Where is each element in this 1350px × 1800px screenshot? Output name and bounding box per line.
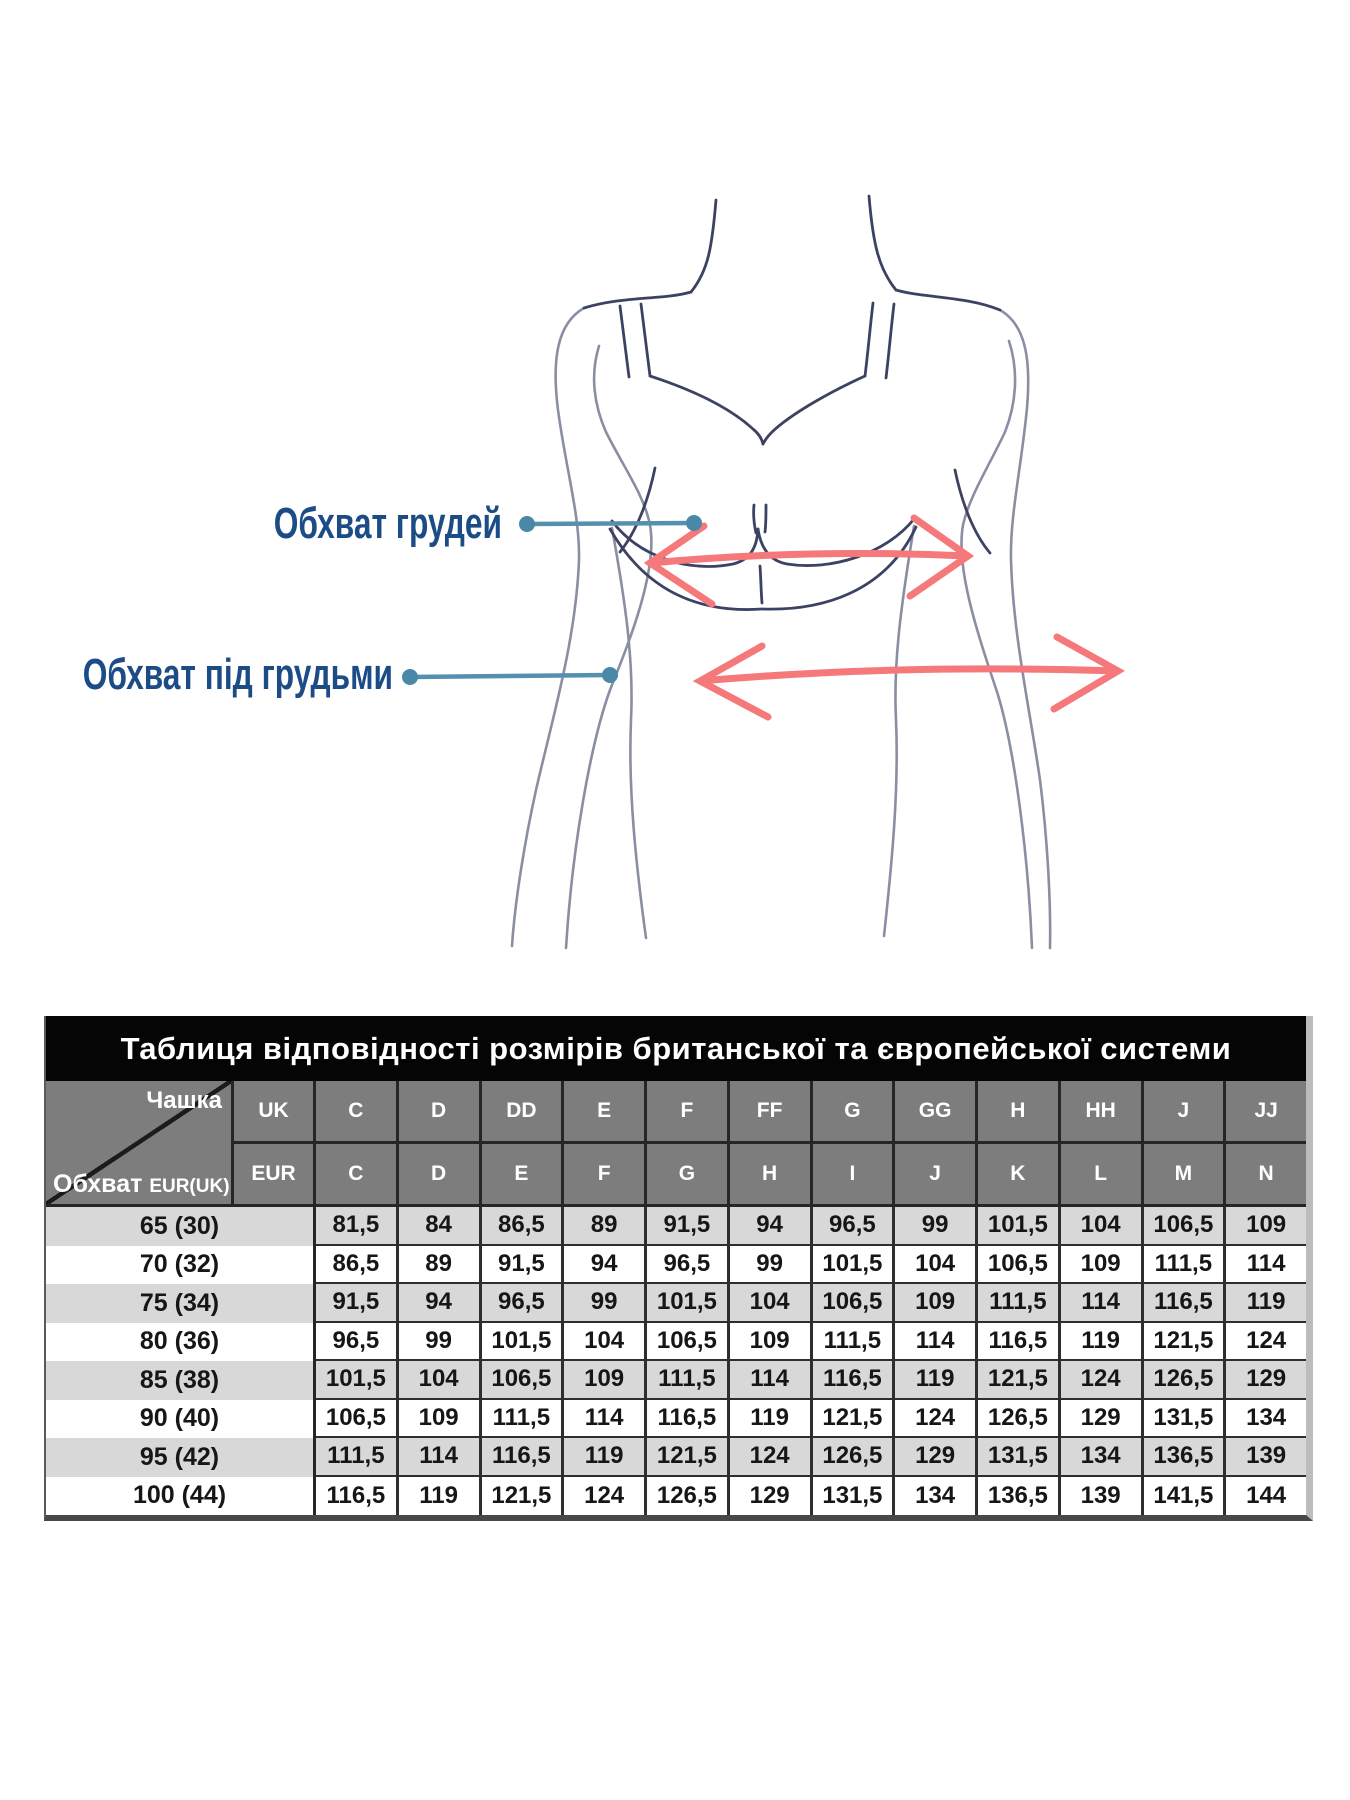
left-breast-crease <box>620 468 655 552</box>
corner-label-girth <box>53 1170 230 1199</box>
corner-cell <box>46 1081 234 1204</box>
value-cell: 121,5 <box>978 1361 1061 1400</box>
value-cell: 114 <box>564 1400 647 1439</box>
value-cell: 119 <box>1061 1323 1144 1362</box>
value-cell: 119 <box>399 1477 482 1516</box>
value-cell: 124 <box>1061 1361 1144 1400</box>
bust-leader-dot-right <box>686 515 702 531</box>
value-cell: 89 <box>564 1207 647 1246</box>
left-arm-outer-line <box>512 308 584 946</box>
table-row <box>46 1361 1306 1400</box>
eur-cup-header-cell: L <box>1061 1144 1144 1204</box>
row-size-cell: 95 (42) <box>46 1438 316 1477</box>
value-cell: 109 <box>399 1400 482 1439</box>
value-cell: 104 <box>564 1323 647 1362</box>
value-cell: 106,5 <box>647 1323 730 1362</box>
table-row <box>46 1438 1306 1477</box>
left-arm-inner-line <box>566 346 651 948</box>
value-cell: 116,5 <box>647 1400 730 1439</box>
value-cell: 99 <box>730 1246 813 1285</box>
value-cell: 116,5 <box>316 1477 399 1516</box>
value-cell: 106,5 <box>978 1246 1061 1285</box>
bust-leader-dot-left <box>519 516 535 532</box>
value-cell: 116,5 <box>978 1323 1061 1362</box>
value-cell: 94 <box>399 1284 482 1323</box>
value-cell: 111,5 <box>482 1400 565 1439</box>
eur-cup-header-cell: G <box>647 1144 730 1204</box>
value-cell: 129 <box>730 1477 813 1516</box>
value-cell: 109 <box>564 1361 647 1400</box>
value-cell: 126,5 <box>647 1477 730 1516</box>
value-cell: 131,5 <box>978 1438 1061 1477</box>
value-cell: 131,5 <box>813 1477 896 1516</box>
value-cell: 126,5 <box>978 1400 1061 1439</box>
value-cell: 124 <box>730 1438 813 1477</box>
value-cell: 109 <box>1226 1207 1306 1246</box>
value-cell: 134 <box>1226 1400 1306 1439</box>
value-cell: 96,5 <box>647 1246 730 1285</box>
value-cell: 109 <box>1061 1246 1144 1285</box>
uk-cup-header-cell: JJ <box>1226 1081 1306 1141</box>
value-cell: 104 <box>730 1284 813 1323</box>
value-cell: 104 <box>1061 1207 1144 1246</box>
value-cell: 114 <box>895 1323 978 1362</box>
value-cell: 91,5 <box>647 1207 730 1246</box>
value-cell: 129 <box>1061 1400 1144 1439</box>
corner-label-cup: Чашка <box>146 1087 222 1114</box>
value-cell: 91,5 <box>316 1284 399 1323</box>
row-size-cell: 85 (38) <box>46 1361 316 1400</box>
uk-cup-header-cell: H <box>978 1081 1061 1141</box>
table-row <box>46 1477 1306 1516</box>
eur-cup-header-cell: E <box>482 1144 565 1204</box>
value-cell: 109 <box>730 1323 813 1362</box>
right-cup-top-edge <box>763 376 865 444</box>
value-cell: 101,5 <box>813 1246 896 1285</box>
right-strap <box>865 303 894 378</box>
value-cell: 86,5 <box>316 1246 399 1285</box>
value-cell: 134 <box>1061 1438 1144 1477</box>
value-cell: 106,5 <box>316 1400 399 1439</box>
uk-cup-header-cell: J <box>1144 1081 1227 1141</box>
table-row <box>46 1400 1306 1439</box>
underbust-label: Обхват під грудьми <box>82 650 393 699</box>
eur-cup-row <box>234 1144 1306 1204</box>
bust-label: Обхват грудей <box>273 499 502 548</box>
value-cell: 96,5 <box>316 1323 399 1362</box>
value-cell: 141,5 <box>1144 1477 1227 1516</box>
uk-cup-header-cell: F <box>647 1081 730 1141</box>
measurement-arrows <box>650 518 1118 717</box>
table-row <box>46 1323 1306 1362</box>
value-cell: 139 <box>1226 1438 1306 1477</box>
eur-cup-header-cell: F <box>564 1144 647 1204</box>
eur-cup-header-cell: N <box>1226 1144 1306 1204</box>
value-cell: 109 <box>895 1284 978 1323</box>
value-cell: 111,5 <box>978 1284 1061 1323</box>
value-cell: 119 <box>564 1438 647 1477</box>
table-row <box>46 1284 1306 1323</box>
value-cell: 84 <box>399 1207 482 1246</box>
table-header <box>46 1081 1306 1207</box>
value-cell: 121,5 <box>1144 1323 1227 1362</box>
value-cell: 116,5 <box>482 1438 565 1477</box>
value-cell: 96,5 <box>482 1284 565 1323</box>
left-torso-line <box>612 528 646 938</box>
value-cell: 94 <box>730 1207 813 1246</box>
value-cell: 131,5 <box>1144 1400 1227 1439</box>
corner-label-girth-main: Обхват <box>53 1170 143 1198</box>
value-cell: 129 <box>895 1438 978 1477</box>
value-cell: 124 <box>564 1477 647 1516</box>
uk-cup-header-cell: HH <box>1061 1081 1144 1141</box>
underbust-leader-line <box>410 675 610 677</box>
value-cell: 124 <box>895 1400 978 1439</box>
value-cell: 99 <box>564 1284 647 1323</box>
corner-label-girth-sub: EUR(UK) <box>149 1176 230 1197</box>
right-neck-line <box>869 196 896 290</box>
right-cup-bottom-edge <box>758 519 914 566</box>
value-cell: 136,5 <box>1144 1438 1227 1477</box>
row-size-cell: 65 (30) <box>46 1207 316 1246</box>
value-cell: 114 <box>1061 1284 1144 1323</box>
value-cell: 124 <box>1226 1323 1306 1362</box>
value-cell: 101,5 <box>978 1207 1061 1246</box>
value-cell: 106,5 <box>482 1361 565 1400</box>
row-size-cell: 90 (40) <box>46 1400 316 1439</box>
value-cell: 96,5 <box>813 1207 896 1246</box>
uk-cup-header-cell: C <box>316 1081 399 1141</box>
uk-cup-header-cell: GG <box>895 1081 978 1141</box>
value-cell: 126,5 <box>813 1438 896 1477</box>
table-title: Таблиця відповідності розмірів британської та європейської системи <box>46 1016 1306 1081</box>
value-cell: 86,5 <box>482 1207 565 1246</box>
value-cell: 111,5 <box>647 1361 730 1400</box>
row-size-cell: 100 (44) <box>46 1477 316 1516</box>
underbust-leader-dot-right <box>602 667 618 683</box>
eur-cup-header-cell: J <box>895 1144 978 1204</box>
size-table <box>44 1016 1313 1521</box>
right-shoulder-line <box>896 290 1000 310</box>
right-arm-inner-line <box>961 341 1032 948</box>
eur-cup-header-cell: K <box>978 1144 1061 1204</box>
value-cell: 121,5 <box>813 1400 896 1439</box>
value-cell: 104 <box>399 1361 482 1400</box>
body-outline <box>512 308 1050 948</box>
value-cell: 101,5 <box>647 1284 730 1323</box>
uk-cup-header-cell: FF <box>730 1081 813 1141</box>
value-cell: 114 <box>1226 1246 1306 1285</box>
value-cell: 111,5 <box>316 1438 399 1477</box>
value-cell: 106,5 <box>1144 1207 1227 1246</box>
eur-cup-header-cell: C <box>316 1144 399 1204</box>
value-cell: 144 <box>1246 1481 1287 1509</box>
eur-cup-header-cell: I <box>813 1144 896 1204</box>
underbust-arrow-shaft <box>700 669 1118 681</box>
uk-cup-row <box>234 1081 1306 1144</box>
value-cell: 101,5 <box>482 1323 565 1362</box>
bust-arrow-shaft <box>650 553 968 563</box>
left-neck-line <box>691 200 716 292</box>
value-cell: 91,5 <box>482 1246 565 1285</box>
value-cell: 126,5 <box>1144 1361 1227 1400</box>
value-cell: 111,5 <box>813 1323 896 1362</box>
bra-outline <box>584 196 1000 610</box>
row-size-cell: 80 (36) <box>46 1323 316 1362</box>
value-cell: 111,5 <box>1144 1246 1227 1285</box>
row-size-cell: 75 (34) <box>46 1284 316 1323</box>
uk-cup-header-cell: G <box>813 1081 896 1141</box>
value-cell: 134 <box>895 1477 978 1516</box>
uk-cup-header-cell: DD <box>482 1081 565 1141</box>
value-cell: 94 <box>564 1246 647 1285</box>
value-cell: 114 <box>399 1438 482 1477</box>
value-cell: 116,5 <box>1144 1284 1227 1323</box>
uk-cup-header-cell: E <box>564 1081 647 1141</box>
value-cell: 116,5 <box>813 1361 896 1400</box>
table-row <box>46 1246 1306 1285</box>
value-cell: 99 <box>895 1207 978 1246</box>
bust-leader-line <box>527 523 694 524</box>
underbust-leader-dot-left <box>402 669 418 685</box>
left-cup-top-edge <box>650 376 763 444</box>
value-cell: 89 <box>399 1246 482 1285</box>
eur-system-cell: EUR <box>234 1144 316 1204</box>
value-cell: 139 <box>1061 1477 1144 1516</box>
eur-cup-header-cell: M <box>1144 1144 1227 1204</box>
value-cell: 129 <box>1226 1361 1306 1400</box>
value-cell: 104 <box>895 1246 978 1285</box>
value-cell: 101,5 <box>316 1361 399 1400</box>
value-cell: 99 <box>399 1323 482 1362</box>
value-cell: 119 <box>730 1400 813 1439</box>
left-strap <box>620 304 650 377</box>
table-row <box>46 1207 1306 1246</box>
right-torso-line <box>884 526 914 936</box>
value-cell: 136,5 <box>978 1477 1061 1516</box>
value-cell: 81,5 <box>316 1207 399 1246</box>
value-cell: 121,5 <box>647 1438 730 1477</box>
value-cell: 121,5 <box>482 1477 565 1516</box>
uk-cup-header-cell: D <box>399 1081 482 1141</box>
left-shoulder-line <box>584 292 691 308</box>
eur-cup-header-cell: H <box>730 1144 813 1204</box>
value-cell: 106,5 <box>813 1284 896 1323</box>
row-size-cell: 70 (32) <box>46 1246 316 1285</box>
eur-cup-header-cell: D <box>399 1144 482 1204</box>
value-cell: 119 <box>1226 1284 1306 1323</box>
value-cell: 114 <box>730 1361 813 1400</box>
table-body <box>46 1207 1306 1515</box>
value-cell: 119 <box>895 1361 978 1400</box>
uk-system-cell: UK <box>234 1081 316 1141</box>
